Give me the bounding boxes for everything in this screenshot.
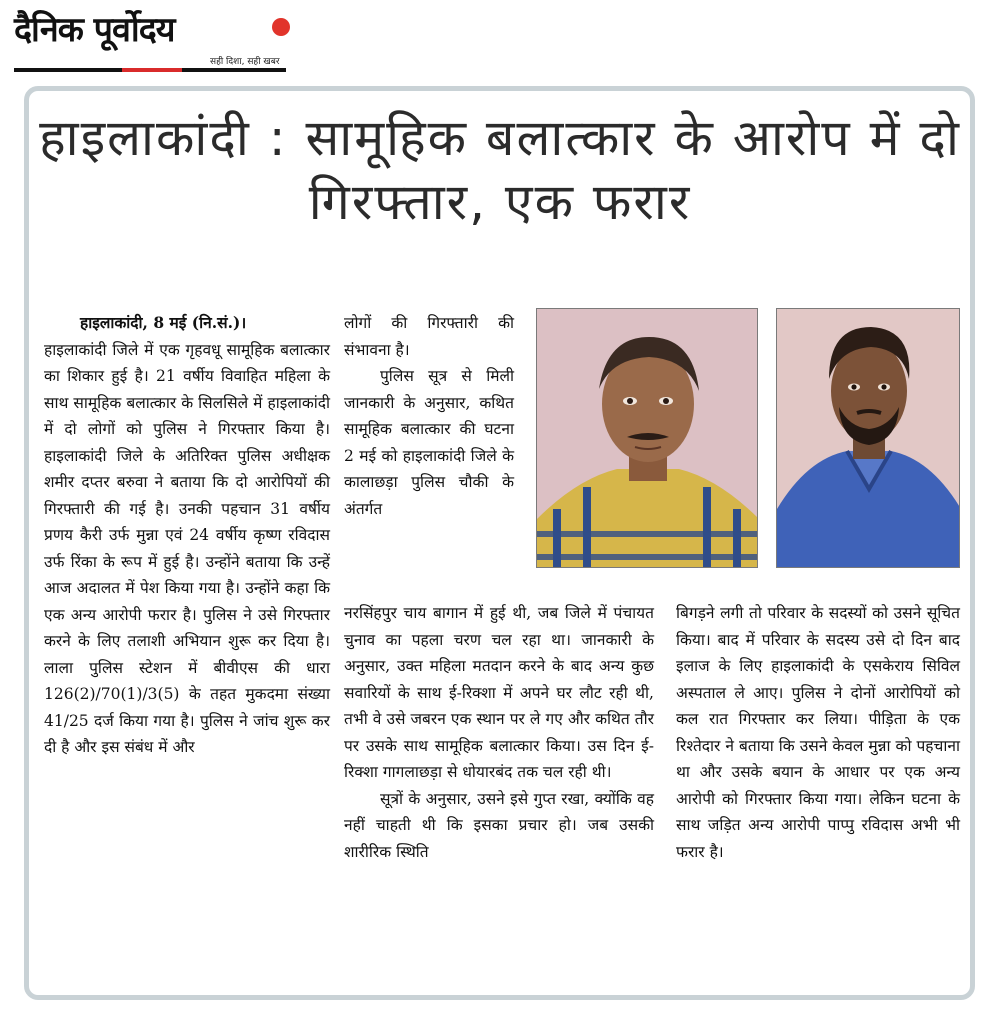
article-headline: हाइलाकांदी : सामूहिक बलात्कार के आरोप में दो गिरफ्तार, एक फरार xyxy=(39,109,961,231)
article-column-3 xyxy=(676,600,960,865)
accused-photo-1 xyxy=(536,308,758,568)
article-paragraph: बिगड़ने लगी तो परिवार के सदस्यों को उसने सूचित किया। बाद में परिवार के सदस्य उसे दो दिन बाद इलाज के लिए हाइलाकांदी के एसकेराय सिविल अस्पताल ले आए। पुलिस ने दोनों आरोपियों को कल रात गिरफ्तार कर लिया। पीड़िता के एक रिश्तेदार ने बताया कि उसने केवल मुन्ना को पहचाना था और उसके बयान के आधार पर एक अन्य आरोपी को गिरफ्तार किया गया। लेकिन घटना के साथ जड़ित अन्य आरोपी पाप्पु रविदास अभी भी फरार है। xyxy=(676,604,960,861)
article-column-2-top xyxy=(344,310,514,522)
article-paragraph: पुलिस सूत्र से मिली जानकारी के अनुसार, कथित सामूहिक बलात्कार की घटना 2 मई को हाइलाकांदी जिले के कालाछड़ा पुलिस चौकी के अंतर्गत xyxy=(344,367,514,518)
masthead xyxy=(14,8,286,72)
article-column-2-bottom xyxy=(344,600,654,865)
newspaper-tagline: सही दिशा, सही खबर xyxy=(210,57,280,67)
article-column-1 xyxy=(44,310,330,761)
logo-dot-icon xyxy=(272,18,290,36)
newspaper-logo: दैनिक पूर्वोदय xyxy=(14,10,175,50)
article-paragraph: सूत्रों के अनुसार, उसने इसे गुप्त रखा, क्योंकि वह नहीं चाहती थी कि इसका प्रचार हो। जब उसकी शारीरिक स्थिति xyxy=(344,789,654,861)
accused-photo-2 xyxy=(776,308,960,568)
article-dateline: हाइलाकांदी, 8 मई (नि.सं.)। xyxy=(80,313,247,332)
article-paragraph: नरसिंहपुर चाय बागान में हुई थी, जब जिले में पंचायत चुनाव का पहला चरण चल रहा था। जानकारी के अनुसार, उक्त महिला मतदान करने के बाद अन्य कुछ सवारियों के साथ ई-रिक्शा में अपने घर लौट रही थी, तभी वे उसे जबरन एक स्थान पर ले गए और कथित तौर पर उसके साथ सामूहिक बलात्कार किया। उस दिन ई-रिक्शा गागलाछड़ा से धोयारबंद तक चल रही थी। xyxy=(344,604,654,781)
article-paragraph: लोगों की गिरफ्तारी की संभावना है। xyxy=(344,314,514,359)
masthead-rule-accent xyxy=(122,68,182,72)
article-paragraph: हाइलाकांदी जिले में एक गृहवधू सामूहिक बलात्कार का शिकार हुई है। 21 वर्षीय विवाहित महिला के साथ सामूहिक बलात्कार के सिलसिले में हाइलाकांदी में दो लोगों को पुलिस ने गिरफ्तार किया है। हाइलाकांदी जिले के अतिरिक्त पुलिस अधीक्षक शमीर दप्तर बरुवा ने बताया कि दो आरोपियों की गिरफ्तारी की गई है। उनकी पहचान 31 वर्षीय प्रणय कैरी उर्फ मुन्ना एवं 24 वर्षीय कृष्ण रविदास उर्फ रिंका के रूप में हुई है। उन्होंने बताया कि उन्हें आज अदालत में पेश किया गया है। उन्होंने कहा कि एक अन्य आरोपी फरार है। पुलिस ने उसे गिरफ्तार करने के लिए तलाशी अभियान शुरू कर दिया है। लाला पुलिस स्टेशन में बीवीएस की धारा 126(2)/70(1)/3(5) के तहत मुकदमा संख्या 41/25 दर्ज किया गया है। पुलिस ने जांच शुरू कर दी है और इस संबंध में और xyxy=(44,340,330,756)
